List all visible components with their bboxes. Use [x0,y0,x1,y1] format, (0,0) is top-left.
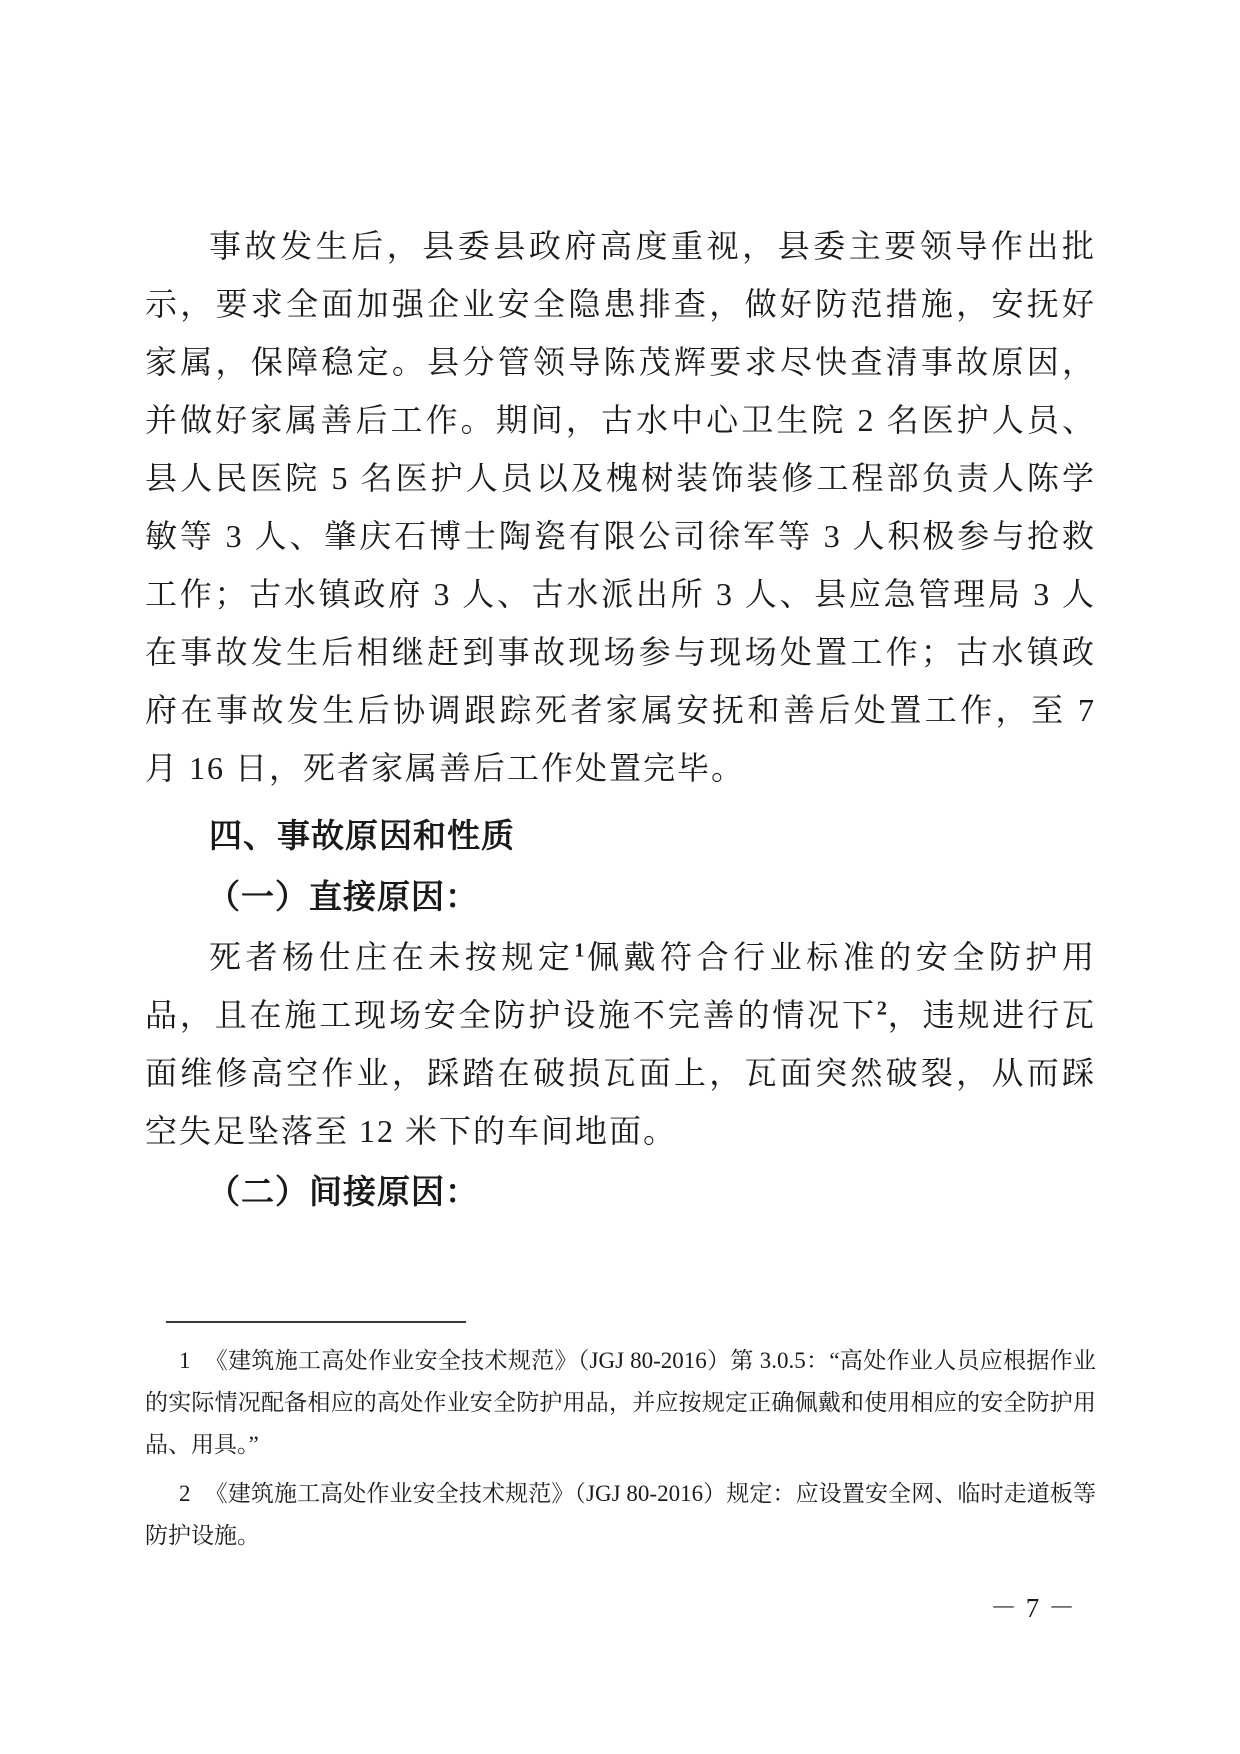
direct-cause-text-3: ，违规进行瓦面维修高空作业，踩踏在破损瓦面上，瓦面突然破裂，从而踩空失足坠落至 12 米下的车间地面。 [145,997,1096,1149]
page-number: － 7 － [990,1593,1076,1623]
footnote-ref-2: 2 [876,997,887,1020]
body-paragraph-aftermath: 事故发生后，县委县政府高度重视，县委主要领导作出批示，要求全面加强企业安全隐患排查，做好防范措施，安抚好家属，保障稳定。县分管领导陈茂辉要求尽快查清事故原因，并做好家属善后工作。期间，古水中心卫生院 2 名医护人员、县人民医院 5 名医护人员以及槐树装饰装修工程部负责人陈学敏等 3 人、肇庆石博士陶瓷有限公司徐军等 3 人积极参与抢救工作；古水镇政府 3 人、古水派出所 3 人、县应急管理局 3 人在事故发生后相继赶到事故现场参与现场处置工作；古水镇政府在事故发生后协调跟踪死者家属安抚和善后处置工作，至 7 月 16 日，死者家属善后工作处置完毕。 [145,228,1096,786]
direct-cause-text-2: 佩戴符合行业标准的安全防护用品，且在施工现场安全防护设施不完善的情况下 [145,939,1096,1033]
footnote-1 [145,1340,1096,1466]
footnotes-section [145,1340,1096,1564]
footnote-2-text: 《建筑施工高处作业安全技术规范》（JGJ 80-2016）规定：应设置安全网、临时走道板等防护设施。 [145,1481,1096,1548]
footnote-ref-1: 1 [574,939,585,962]
direct-cause-text-1: 死者杨仕庄在未按规定 [209,939,575,975]
footnote-2-number: 2 [179,1481,191,1506]
subheading-direct-cause: （一）直接原因： [207,880,479,916]
footnote-1-text: 《建筑施工高处作业安全技术规范》（JGJ 80-2016）第 3.0.5：“高处作业人员应根据作业的实际情况配备相应的高处作业安全防护用品，并应按规定正确佩戴和使用相应的安全防护用品、用具。” [145,1348,1096,1457]
footnote-1-number: 1 [179,1348,191,1373]
footnote-separator [166,1321,466,1323]
section-heading-cause-and-nature: 四、事故原因和性质 [209,817,515,854]
footnote-2 [145,1473,1096,1557]
body-paragraph-direct-cause [145,928,1096,1160]
document-content [145,217,1096,1223]
subheading-indirect-cause: （二）间接原因： [207,1175,479,1211]
